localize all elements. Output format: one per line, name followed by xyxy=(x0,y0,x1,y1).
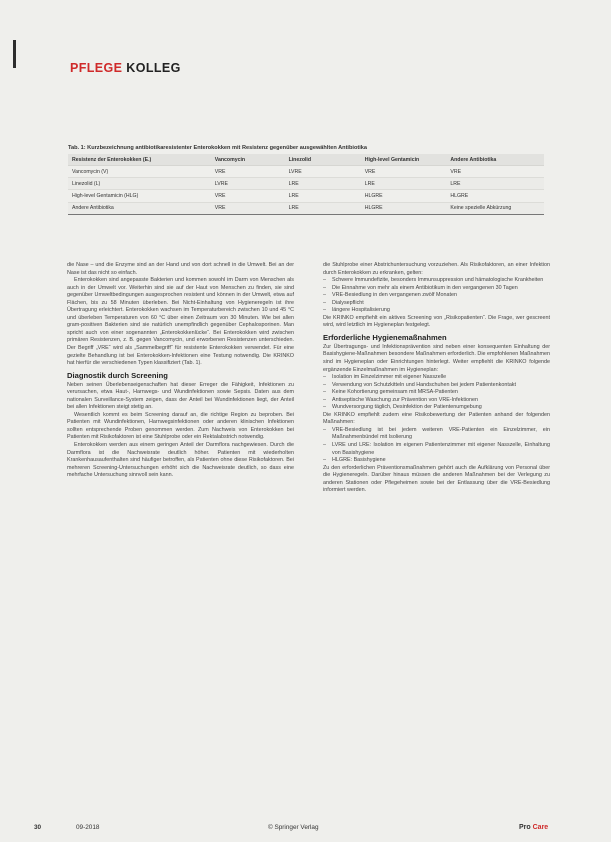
publisher-credit: © Springer Verlag xyxy=(268,824,319,831)
table-header-cell: Vancomycin xyxy=(211,154,285,166)
table-row xyxy=(68,166,544,178)
brand-rest: KOLLEG xyxy=(122,61,181,75)
body-paragraph: Neben seinen Überlebenseigenschaften hat dieser Erreger die Fähigkeit, Infektionen zu verursachen, etwa Haut-, Harnwegs- und Wundinfektionen sowie Sepsis. Daten aus dem nationalen Surveillance-System zeigen, dass der Anteil bei Wundinfektionen liegt, der Anteil bei allen Infektionen steigt stetig an. xyxy=(67,381,294,411)
table-cell: LRE xyxy=(285,178,361,190)
page-number: 30 xyxy=(34,824,42,831)
body-paragraph: Zur Übertragungs- und Infektionsprävention sind neben einer konsequenten Einhaltung der Basishygiene-Maßnahmen besondere Maßnahmen erforderlich. Die empfohlenen Maßnahmen sind im Hygieneplan oder Einrichtungen hinterlegt. Weiter empfiehlt die KRINKO folgende ergänzende Einzelmaßnahmen im Hygieneplan: xyxy=(323,343,550,373)
table-cell: HLGRE xyxy=(361,190,447,202)
body-paragraph: Die KRINKO empfiehlt ein aktives Screening von „Risikopatienten“. Die Frage, wer gescreent wird, wird letztlich im Hygieneplan festgelegt. xyxy=(323,314,550,329)
sub-measures-list xyxy=(323,427,550,465)
table-cell: Keine spezielle Abkürzung xyxy=(446,202,544,214)
list-item: – Wundversorgung täglich, Desinfektion der Patientenumgebung xyxy=(323,404,550,412)
table-cell: Vancomycin (V) xyxy=(68,166,211,178)
list-item: – längere Hospitalisierung xyxy=(323,307,550,315)
table-cell: Andere Antibiotika xyxy=(68,202,211,214)
article-column-right xyxy=(323,262,550,495)
risk-factor-list xyxy=(323,277,550,315)
table-row xyxy=(68,178,544,190)
table-row xyxy=(68,202,544,214)
table-cell: VRE xyxy=(361,166,447,178)
measures-list xyxy=(323,374,550,412)
table-row xyxy=(68,190,544,202)
list-item: – Keine Kohortierung gemeinsam mit MRSA-Patienten xyxy=(323,389,550,397)
table-header-row xyxy=(68,154,544,166)
resistance-table xyxy=(68,154,544,215)
table-header-cell: Andere Antibiotika xyxy=(446,154,544,166)
list-item: – VRE-Besiedlung in den vergangenen zwölf Monaten xyxy=(323,292,550,300)
body-paragraph: Die KRINKO empfiehlt zudem eine Risikobewertung der Patienten anhand der folgenden Maßnahmen: xyxy=(323,411,550,426)
body-paragraph: die Nase – und die Enzyme sind an der Hand und von dort schnell in die Umwelt. Bei an der Nase ist das nicht so einfach. xyxy=(67,262,294,276)
table-cell: VRE xyxy=(211,190,285,202)
body-paragraph: Wesentlich kommt es beim Screening darauf an, die richtige Region zu beproben. Bei Patienten mit Wundinfektionen, Harnwegsinfektionen oder anderen klinischen Infektionen sollten entsprechende Proben genommen werden. Zum Nachweis von Enterokokken bei Patienten mit Risikofaktoren ist eine Stuhlprobe oder ein Rektalabstrich notwendig. xyxy=(67,411,294,441)
issue-date: 09-2018 xyxy=(76,824,100,831)
body-paragraph: Zu den erforderlichen Präventionsmaßnahmen gehört auch die Aufklärung von Personal über die Hygieneregeln. Darüber hinaus müssen die anderen Maßnahmen bei der Verlegung zu anderen Stationen oder Pflegeheimen sowie bei der Entlassung über die VRE-Besiedlung informiert werden. xyxy=(323,464,550,494)
list-item: – HLGRE: Basishygiene xyxy=(323,457,550,465)
scan-edge-mark xyxy=(13,40,16,68)
list-item: – Isolation im Einzelzimmer mit eigener Nasszelle xyxy=(323,374,550,382)
table-cell: LVRE xyxy=(211,178,285,190)
journal-name xyxy=(519,824,548,831)
table-cell: VRE xyxy=(446,166,544,178)
table-cell: HLGRE xyxy=(446,190,544,202)
section-brand xyxy=(70,61,181,75)
list-item: – Schwere Immundefizite, besonders Immunsuppression und hämatologische Krankheiten xyxy=(323,277,550,285)
page-footer xyxy=(0,824,611,836)
table-cell: HLGRE xyxy=(361,202,447,214)
body-paragraph: die Stuhlprobe einer Abstrichuntersuchung vorzuziehen. Als Risikofaktoren, an einer Infektion durch Enterokokken zu erkranken, gelten: xyxy=(323,262,550,276)
table-header-cell: High-level Gentamicin xyxy=(361,154,447,166)
table-cell: LRE xyxy=(285,190,361,202)
list-item: – Die Einnahme von mehr als einem Antibiotikum in den vergangenen 30 Tagen xyxy=(323,285,550,293)
section-heading: Diagnostik durch Screening xyxy=(67,370,168,380)
list-item: – Dialysepflicht xyxy=(323,300,550,308)
table-caption: Tab. 1: Kurzbezeichnung antibiotikaresistenter Enterokokken mit Resistenz gegenüber ausgewählten Antibiotika xyxy=(68,145,368,151)
list-item: – Antiseptische Waschung zur Prävention von VRE-Infektionen xyxy=(323,397,550,405)
table-cell: VRE xyxy=(211,202,285,214)
list-item: – VRE-Besiedlung ist bei jedem weiteren VRE-Patienten ein Einzelzimmer, ein Maßnahmenbündel mit Isolierung xyxy=(323,427,550,442)
table-cell: LRE xyxy=(446,178,544,190)
table-cell: Linezolid (L) xyxy=(68,178,211,190)
table-cell: VRE xyxy=(211,166,285,178)
body-paragraph: Enterokokken werden aus einem geringen Anteil der Darmflora nachgewiesen. Durch die Darmflora ist die Nachweisrate deutlich höher. Patienten mit wiederholten Krankenhausaufenthalten sind häufiger betroffen, als Patienten ohne diese Risikofaktoren. Bei mehreren Screening-Untersuchungen erhöht sich die Nachweisrate deutlich, so dass eine mehrfache Untersuchung sinnvoll sein kann. xyxy=(67,442,294,479)
table-cell: LRE xyxy=(285,202,361,214)
section-heading: Erforderliche Hygienemaßnahmen xyxy=(323,332,447,342)
table-header-cell: Resistenz der Enterokokken (E.) xyxy=(68,154,211,166)
table-cell: LVRE xyxy=(285,166,361,178)
table-header-cell: Linezolid xyxy=(285,154,361,166)
journal-name-main: Pro xyxy=(519,824,531,831)
journal-name-accent: Care xyxy=(532,824,549,831)
body-paragraph: Enterokokken sind angepasste Bakterien und kommen sowohl im Darm von Menschen als auch in der Umwelt vor. Weiterhin sind sie auf der Haut von Menschen zu finden, sie sind gegenüber Umweltbedingungen ausgesprochen resistent und können in der Umwelt, etwa auf Flächen, bis zu 58 Minuten überleben. Bei Nicht-Einhaltung von Hygieneregeln ist ihre Übertragung erleichtert. Enterokokken wachsen im Temperaturbereich zwischen 10 und 45 °C und überleben Temperaturen von 60 °C über einen Zeitraum von 30 Minuten. Wie bei allen gram-positiven Bakterien sind sie natürlich unempfindlich gegenüber Cephalosporinen. Man spricht auch von einer sogenannten „Enterokokkenlücke“. Bei Enterokokken wird zwischen primären Resistenzen, z. B. gegen Vancomycin, und erworbenen Resistenzen unterschieden. Der Begriff „VRE“ wird als „Sammelbegriff“ für resistente Enterokokken verwendet. Für eine gezielte Behandlung ist bei Enterokokken-Infektionen eine Testung notwendig. Die KRINKO hat hierfür die verschiedenen Typen klassifiziert (Tab. 1). xyxy=(67,277,294,367)
brand-accent: PFLEGE xyxy=(70,61,123,75)
table-cell: LRE xyxy=(361,178,447,190)
article-column-left xyxy=(67,262,294,480)
list-item: – Verwendung von Schutzkitteln und Handschuhen bei jedem Patientenkontakt xyxy=(323,382,550,390)
table-cell: High-level Gentamicin (HLG) xyxy=(68,190,211,202)
list-item: – LVRE und LRE: Isolation im eigenen Patientenzimmer mit eigener Nasszelle, Einhaltung von Basishygiene xyxy=(323,442,550,457)
